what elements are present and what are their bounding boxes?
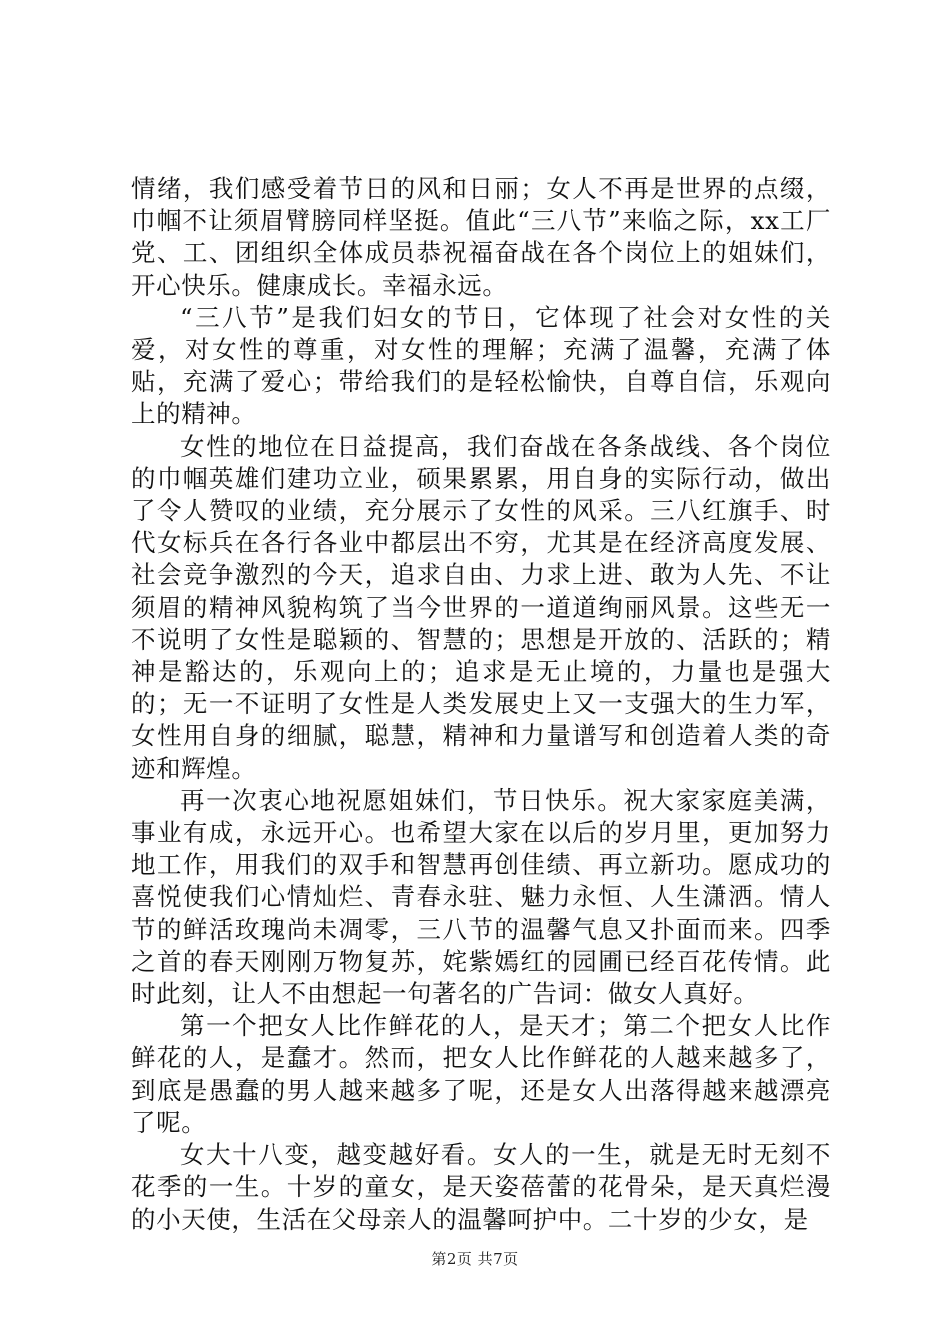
paragraph-5: 第一个把女人比作鲜花的人，是天才；第二个把女人比作鲜花的人，是蠢才。然而，把女人比作鲜花的人越来越多了，到底是愚蠢的男人越来越多了呢，还是女人出落得越来越漂亮了呢。 [131,1011,831,1137]
paragraph-6: 女大十八变，越变越好看。女人的一生，就是无时无刻不花季的一生。十岁的童女，是天姿蓓蕾的花骨朵，是天真烂漫的小天使，生活在父母亲人的温馨呵护中。二十岁的少女，是 [131,1140,831,1234]
document-body [131,173,831,1236]
paragraph-4: 再一次衷心地祝愿姐妹们，节日快乐。祝大家家庭美满，事业有成，永远开心。也希望大家在以后的岁月里，更加努力地工作，用我们的双手和智慧再创佳绩、再立新功。愿成功的喜悦使我们心情灿烂、青春永驻、魅力永恒、人生潇洒。情人节的鲜活玫瑰尚未凋零，三八节的温馨气息又扑面而来。四季之首的春天刚刚万物复苏，姹紫嫣红的园圃已经百花传情。此时此刻，让人不由想起一句著名的广告词：做女人真好。 [131,785,831,1009]
paragraph-1: 情绪，我们感受着节日的风和日丽；女人不再是世界的点缀，巾帼不让须眉臂膀同样坚挺。值此“三八节”来临之际，xx工厂党、工、团组织全体成员恭祝福奋战在各个岗位上的姐妹们，开心快乐。健康成长。幸福永远。 [131,174,831,300]
paragraph-2: “三八节”是我们妇女的节日，它体现了社会对女性的关爱，对女性的尊重，对女性的理解；充满了温馨，充满了体贴，充满了爱心；带给我们的是轻松愉快，自尊自信，乐观向上的精神。 [131,302,831,429]
paragraph-3: 女性的地位在日益提高，我们奋战在各条战线、各个岗位的巾帼英雄们建功立业，硕果累累，用自身的实际行动，做出了令人赞叹的业绩，充分展示了女性的风采。三八红旗手、时代女标兵在各行各业中都层出不穷，尤其是在经济高度发展、社会竞争激烈的今天，追求自由、力求上进、敢为人先、不让须眉的精神风貌构筑了当今世界的一道道绚丽风景。这些无一不说明了女性是聪颖的、智慧的；思想是开放的、活跃的；精神是豁达的，乐观向上的；追求是无止境的，力量也是强大的；无一不证明了女性是人类发展史上又一支强大的生力军，女性用自身的细腻，聪慧，精神和力量谱写和创造着人类的奇迹和辉煌。 [131,431,831,783]
page-number-footer: 第2页 共7页 [431,1250,519,1268]
